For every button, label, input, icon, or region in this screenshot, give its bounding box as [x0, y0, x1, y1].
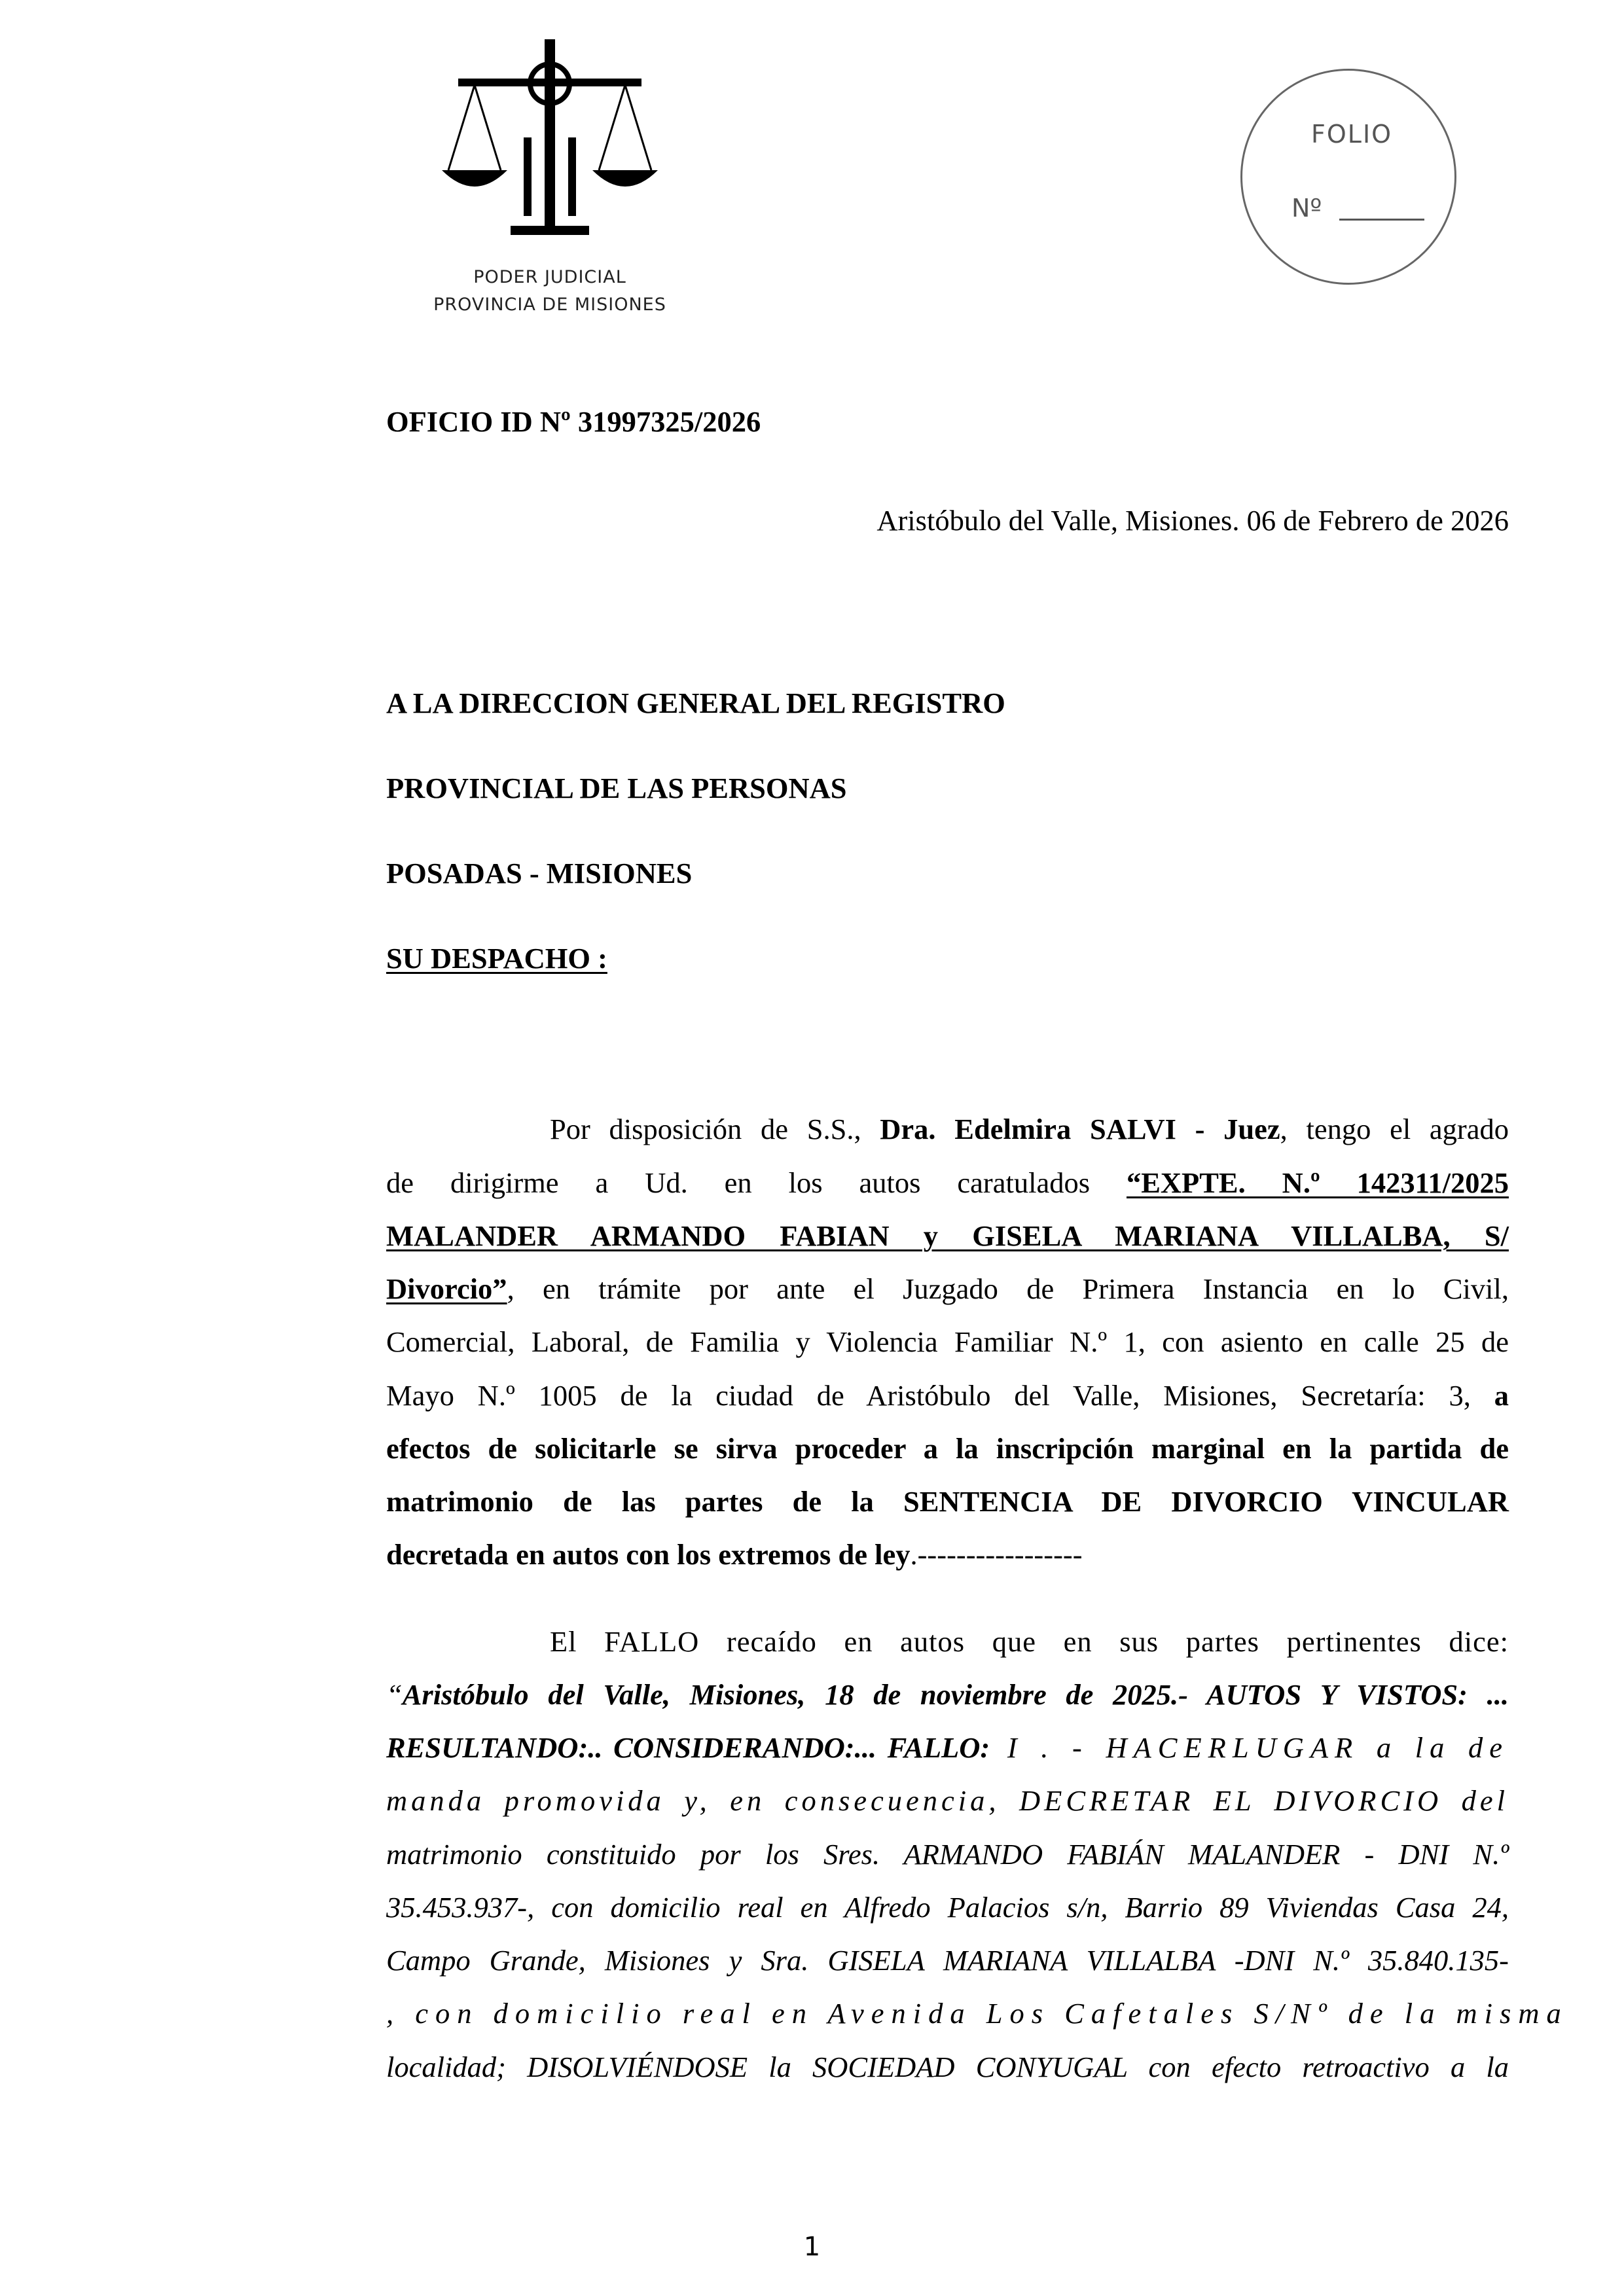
p1-line-7: efectos de solicitarle se sirva proceder a la inscripción marginal en la partida de — [386, 1432, 1509, 1465]
scales-of-justice-icon — [439, 39, 661, 255]
p2-line-5: matrimonio constituido por los Sres. ARMANDO FABIÁN MALANDER - DNI N.º — [386, 1838, 1509, 1871]
p2-line-9: localidad; DISOLVIÉNDOSE la SOCIEDAD CONYUGAL con efecto retroactivo a la — [386, 2051, 1509, 2083]
p2-line-4: manda promovida y, en consecuencia, DECRETAR EL DIVORCIO del — [386, 1784, 1509, 1817]
place-date: Aristóbulo del Valle, Misiones. 06 de Febrero de 2026 — [876, 504, 1509, 537]
p1-line-9: decretada en autos con los extremos de ley.----------------- — [386, 1538, 1083, 1571]
folio-label: FOLIO — [1311, 120, 1393, 149]
p1-line-2: de dirigirme a Ud. en los autos caratulados “EXPTE. N.º 142311/2025 — [386, 1166, 1509, 1199]
addressee-line-4: SU DESPACHO : — [386, 942, 607, 975]
org-province: PROVINCIA DE MISIONES — [433, 295, 666, 315]
court-logo — [406, 39, 694, 315]
p1-line-3: MALANDER ARMANDO FABIAN y GISELA MARIANA VILLALBA, S/ — [386, 1219, 1509, 1252]
folio-stamp — [1240, 69, 1456, 285]
p2-line-1: El FALLO recaído en autos que en sus partes pertinentes dice: — [550, 1625, 1509, 1658]
p1-line-1: Por disposición de S.S., Dra. Edelmira SALVI - Juez, tengo el agrado — [550, 1113, 1509, 1145]
p1-line-8: matrimonio de las partes de la SENTENCIA DE DIVORCIO VINCULAR — [386, 1485, 1509, 1518]
addressee-line-2: PROVINCIAL DE LAS PERSONAS — [386, 772, 847, 804]
p1-line-5: Comercial, Laboral, de Familia y Violencia Familiar N.º 1, con asiento en calle 25 de — [386, 1325, 1509, 1358]
addressee-line-1: A LA DIRECCION GENERAL DEL REGISTRO — [386, 687, 1005, 719]
org-name: PODER JUDICIAL — [473, 267, 626, 287]
p2-line-3: RESULTANDO:.. CONSIDERANDO:... FALLO: I . - HACERLUGAR a la de — [386, 1731, 1509, 1764]
addressee-line-3: POSADAS - MISIONES — [386, 857, 693, 889]
p1-line-4: Divorcio”, en trámite por ante el Juzgado de Primera Instancia en lo Civil, — [386, 1272, 1509, 1305]
oficio-id: OFICIO ID Nº 31997325/2026 — [386, 405, 761, 438]
p2-line-2: “Aristóbulo del Valle, Misiones, 18 de noviembre de 2025.- AUTOS Y VISTOS: ... — [386, 1678, 1509, 1711]
p2-line-7: Campo Grande, Misiones y Sra. GISELA MARIANA VILLALBA -DNI N.º 35.840.135- — [386, 1944, 1509, 1977]
p2-line-6: 35.453.937-, con domicilio real en Alfredo Palacios s/n, Barrio 89 Viviendas Casa 24, — [386, 1891, 1509, 1924]
p1-line-6: Mayo N.º 1005 de la ciudad de Aristóbulo del Valle, Misiones, Secretaría: 3, a — [386, 1379, 1509, 1412]
folio-number-label: Nº — [1291, 194, 1322, 223]
p2-line-8: , con domicilio real en Avenida Los Cafetales S/Nº de la misma — [386, 1997, 1568, 2030]
folio-number-blank — [1339, 219, 1424, 221]
page-number: 1 — [803, 2232, 821, 2262]
